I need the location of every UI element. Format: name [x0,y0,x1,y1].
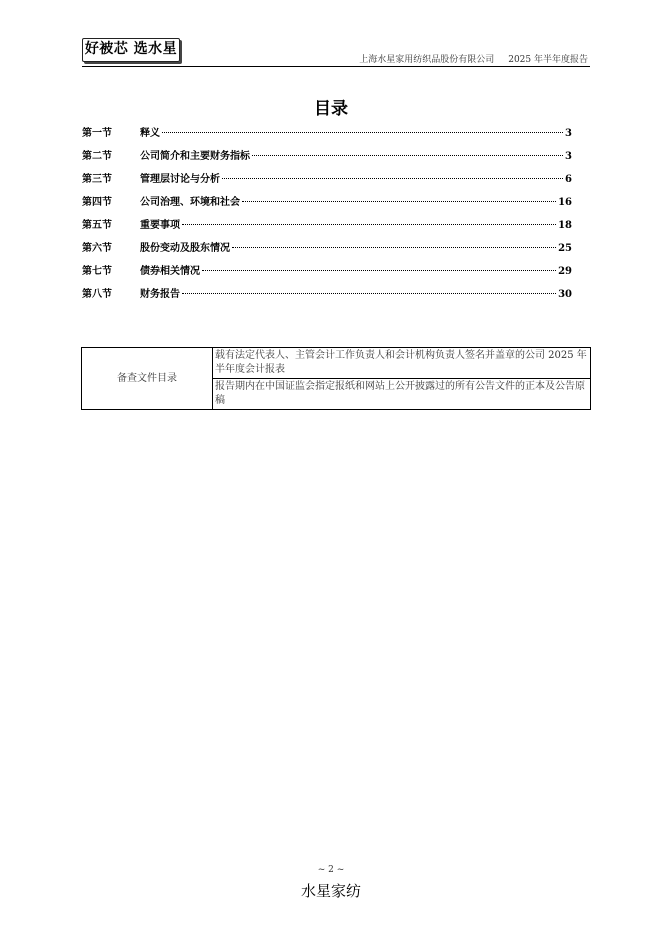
toc-entry[interactable] [82,147,572,170]
toc-section-title: 债券相关情况 [140,266,200,277]
toc-section-number: 第七节 [82,266,112,277]
toc-section-title: 重要事项 [140,220,180,231]
footer-brand: 水星家纺 [300,882,361,900]
toc-title: 目录 [314,99,348,119]
reference-documents-table [81,347,591,410]
header-report: 2025 年半年度报告 [508,55,588,65]
toc-section-number: 第一节 [82,128,112,139]
toc-section-title: 管理层讨论与分析 [140,174,220,185]
toc-entry[interactable] [82,216,572,239]
toc-page-number: 16 [558,197,572,208]
toc-entry[interactable] [82,170,572,193]
toc-section-title: 财务报告 [140,289,180,300]
toc-section-title: 公司治理、环境和社会 [140,197,240,208]
toc-leader [162,132,563,133]
toc-section-title: 公司简介和主要财务指标 [140,151,250,162]
toc-entry[interactable] [82,124,572,147]
toc-section-number: 第六节 [82,243,112,254]
toc-entry[interactable] [82,262,572,285]
toc-section-title: 释义 [140,128,160,139]
toc-section-number: 第三节 [82,174,112,185]
toc-leader [222,178,563,179]
reference-documents-label: 备查文件目录 [82,348,213,410]
toc-entry[interactable] [82,285,572,308]
reference-document-item: 报告期内在中国证监会指定报纸和网站上公开披露过的所有公告文件的正本及公告原稿 [213,379,591,410]
toc-leader [202,270,556,271]
page-number: ~ 2 ~ [317,865,345,875]
running-header [359,52,588,65]
toc-page-number: 25 [558,243,572,254]
toc-page-number: 18 [558,220,572,231]
table-row [82,348,591,379]
toc-leader [182,224,556,225]
toc-section-number: 第八节 [82,289,112,300]
toc-entry[interactable] [82,239,572,262]
toc-section-number: 第四节 [82,197,112,208]
toc-page-number: 30 [558,289,572,300]
table-of-contents [82,124,572,308]
toc-entry[interactable] [82,193,572,216]
toc-page-number: 29 [558,266,572,277]
toc-leader [252,155,563,156]
logo: 好被芯 选水星 [82,38,180,62]
toc-page-number: 6 [565,174,572,185]
toc-page-number: 3 [565,151,572,162]
toc-section-number: 第五节 [82,220,112,231]
toc-leader [242,201,556,202]
toc-section-number: 第二节 [82,151,112,162]
toc-section-title: 股份变动及股东情况 [140,243,230,254]
header-rule [82,66,590,67]
toc-page-number: 3 [565,128,572,139]
toc-leader [232,247,556,248]
toc-leader [182,293,556,294]
header-company: 上海水星家用纺织品股份有限公司 [359,55,495,65]
reference-document-item: 载有法定代表人、主管会计工作负责人和会计机构负责人签名并盖章的公司 2025 年半年度会计报表 [213,348,591,379]
